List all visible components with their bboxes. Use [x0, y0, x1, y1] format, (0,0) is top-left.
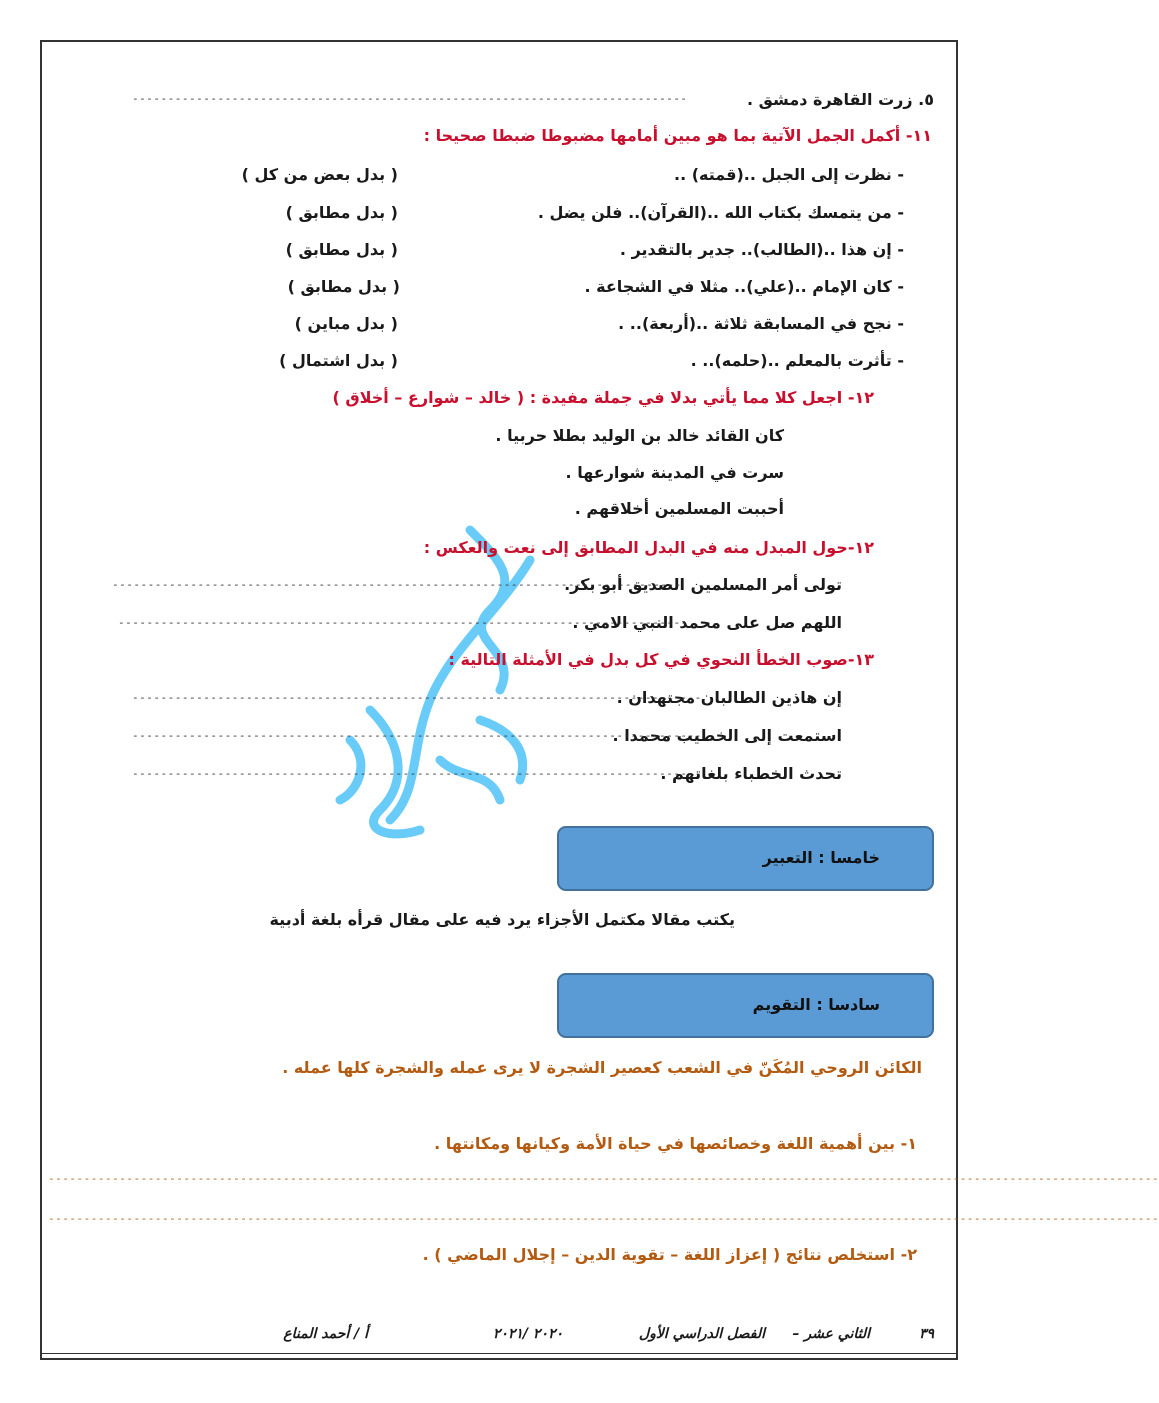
q12b-line-2: اللهم صل على محمد النبي الامي .: [572, 613, 842, 632]
answer-line: --------------------------------------------------------------------------------: [112, 578, 682, 591]
q11-sentence-6: - تأثرت بالمعلم ..(حلمه).. .: [690, 351, 904, 370]
footer-year: ٢٠٢٠ /٢٠٢١: [492, 1326, 563, 1342]
q12a-line-1: كان القائد خالد بن الوليد بطلا حربيا .: [495, 426, 784, 445]
answer-line: --------------------------------------------------------------------------------: [118, 616, 688, 629]
section6-title: سادسا : التقويم: [752, 995, 880, 1014]
answer-line: --------------------------------------------------------------------------------: [132, 729, 702, 742]
answer-line: --------------------------------------------------------------------------------: [132, 767, 702, 780]
q11-sentence-5: - نجح في المسابقة ثلاثة ..(أربعة).. .: [618, 314, 904, 333]
q11-answer-1: ( بدل بعض من كل ): [241, 165, 398, 184]
footer-grade: الثاني عشر –: [792, 1326, 870, 1342]
answer-line: ------------------------------------------------------------------------------------------------------------------------------------------------------------: [48, 1172, 1159, 1185]
q13-line-3: تحدث الخطباء بلغاتهم .: [660, 764, 842, 783]
q11-answer-4: ( بدل مطابق ): [287, 277, 400, 296]
answer-line: ------------------------------------------------------------------------------: [132, 92, 688, 105]
q12a-line-2: سرت في المدينة شوارعها .: [565, 463, 784, 482]
q11-sentence-1: - نظرت إلى الجبل ..(قمته) ..: [673, 165, 904, 184]
section5-prompt: يكتب مقالا مكتمل الأجزاء يرد فيه على مقال قرأه بلغة أدبية: [269, 910, 735, 929]
q11-answer-5: ( بدل مباين ): [294, 314, 398, 333]
q11-answer-3: ( بدل مطابق ): [285, 240, 398, 259]
q13-line-2: استمعت إلى الخطيب محمدا .: [612, 726, 842, 745]
footer-author: أ / أحمد المناع: [283, 1326, 368, 1342]
q11-sentence-2: - من يتمسك بكتاب الله ..(القرآن).. فلن يضل .: [537, 203, 904, 222]
section6-q1: ١- بين أهمية اللغة وخصائصها في حياة الأمة وكيانها ومكانتها .: [434, 1134, 917, 1153]
answer-line: ------------------------------------------------------------------------------------------------------------------------------------------------------------: [48, 1212, 1159, 1225]
q12b-heading: ١٢-حول المبدل منه في البدل المطابق إلى نعت والعكس :: [423, 538, 874, 557]
section5-banner: [557, 826, 934, 891]
q11-sentence-3: - إن هذا ..(الطالب).. جدير بالتقدير .: [619, 240, 904, 259]
q13-heading: ١٣-صوب الخطأ النحوي في كل بدل في الأمثلة التالية :: [448, 650, 874, 669]
q13-line-1: إن هاذين الطالبان مجتهدان .: [616, 688, 842, 707]
q11-answer-2: ( بدل مطابق ): [285, 203, 398, 222]
section6-banner: [557, 973, 934, 1038]
q5-text: ٥. زرت القاهرة دمشق .: [746, 90, 934, 109]
footer-page-number: ٣٩: [918, 1326, 934, 1342]
section5-title: خامسا : التعبير: [762, 848, 880, 867]
q11-answer-6: ( بدل اشتمال ): [279, 351, 398, 370]
section6-q2: ٢- استخلص نتائج ( إعزاز اللغة – تقوية الدين – إجلال الماضي ) .: [422, 1245, 917, 1264]
answer-line: --------------------------------------------------------------------------------: [132, 691, 702, 704]
footer-rule: [40, 1353, 958, 1354]
section6-quote: الكائن الروحي المُكَنّ في الشعب كعصير الشجرة لا يرى عمله والشجرة كلها عمله .: [282, 1058, 922, 1077]
q11-sentence-4: - كان الإمام ..(علي).. مثلا في الشجاعة .: [584, 277, 904, 296]
q12a-line-3: أحببت المسلمين أخلاقهم .: [574, 499, 784, 518]
footer-term: الفصل الدراسي الأول: [638, 1326, 765, 1342]
q12b-line-1: تولى أمر المسلمين الصديق أبو بكر.: [564, 575, 842, 594]
q11-heading: ١١- أكمل الجمل الآتية بما هو مبين أمامها مضبوطا ضبطا صحيحا :: [423, 126, 932, 145]
q12a-heading: ١٢- اجعل كلا مما يأتي بدلا في جملة مفيدة : ( خالد – شوارع – أخلاق ): [332, 388, 874, 407]
